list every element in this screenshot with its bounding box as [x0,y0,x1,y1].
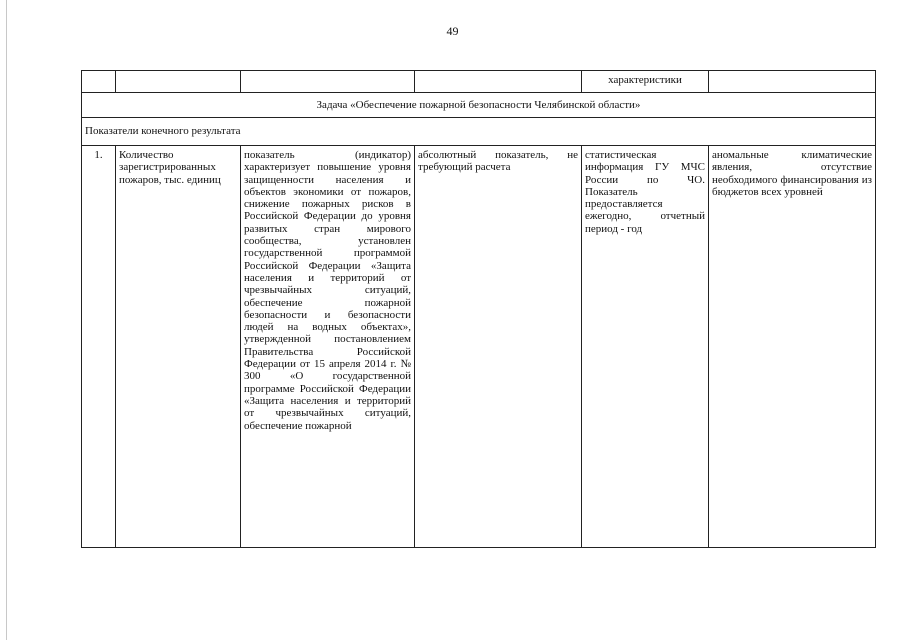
table-header-row [82,71,876,93]
section-row [82,118,876,146]
header-cell-name [116,71,241,93]
section-title: Показатели конечного результата [82,118,876,146]
task-row [82,93,876,118]
task-title: Задача «Обеспечение пожарной безопасности Челябинской области» [82,93,876,118]
calculation-method: абсолютный показатель, не требующий расчета [415,146,582,548]
data-source: статистическая информация ГУ МЧС России по ЧО. Показатель предоставляется ежегодно, отчетный период - год [582,146,709,548]
header-cell-source: характеристики [582,71,709,93]
indicator-description: показатель (индикатор) характеризует повышение уровня защищенности населения и объектов экономики от пожаров, снижение пожарных рисков в Российской Федерации до уровня развитых стран мирового сообщества, установлен государственной программой Российской Федерации «Защита населения и территорий от чрезвычайных ситуаций, обеспечение пожарной безопасности и безопасности людей на водных объектах», утвержденной постановлением Правительства Российской Федерации от 15 апреля 2014 г. № 300 «О государственной программе Российской Федерации «Защита населения и территорий от чрезвычайных ситуаций, обеспечение пожарной [241,146,415,548]
indicator-table [81,70,876,548]
indicator-name: Количество зарегистрированных пожаров, тыс. единиц [116,146,241,548]
risk-factors: аномальные климатические явления, отсутствие необходимого финансирования из бюджетов всех уровней [709,146,876,548]
page-number: 49 [446,24,459,38]
row-number: 1. [82,146,116,548]
header-cell-calculation [415,71,582,93]
page-edge-line [6,0,7,640]
header-cell-factors [709,71,876,93]
header-cell-number [82,71,116,93]
header-cell-description [241,71,415,93]
table-row [82,146,876,548]
